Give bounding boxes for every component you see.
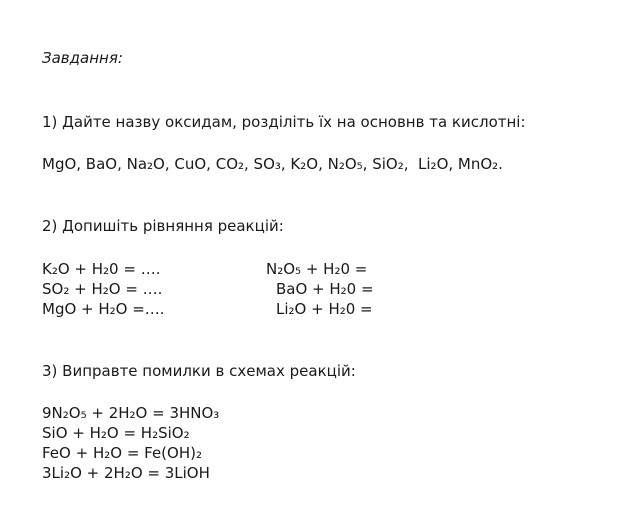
task2-right-eq-2: BaO + H₂0 = (276, 280, 374, 298)
heading: Завдання: (42, 49, 123, 67)
task3-eq-4: 3Li₂O + 2H₂O = 3LiOH (42, 464, 210, 482)
task3-eq-3: FeO + H₂O = Fe(OH)₂ (42, 444, 202, 462)
task3-eq-2: SiO + H₂O = H₂SiO₂ (42, 424, 190, 442)
task1-formulas: MgO, BaO, Na₂O, CuO, CO₂, SO₃, K₂O, N₂O₅, SiO₂, Li₂O, MnO₂. (42, 155, 503, 173)
task2-left-eq-3: MgO + H₂O =…. (42, 300, 165, 318)
task2-left-eq-2: SO₂ + H₂O = …. (42, 280, 163, 298)
task2-right-eq-1: N₂O₅ + H₂0 = (266, 260, 368, 278)
task2-right-eq-3: Li₂O + H₂0 = (276, 300, 373, 318)
task1-title: 1) Дайте назву оксидам, розділіть їх на основнв та кислотні: (42, 113, 526, 131)
task2-left-eq-1: K₂O + H₂0 = …. (42, 260, 161, 278)
task3-eq-1: 9N₂O₅ + 2H₂O = 3HNO₃ (42, 404, 220, 422)
task2-title: 2) Допишіть рівняння реакцій: (42, 217, 284, 235)
task3-title: 3) Виправте помилки в схемах реакцій: (42, 362, 356, 380)
